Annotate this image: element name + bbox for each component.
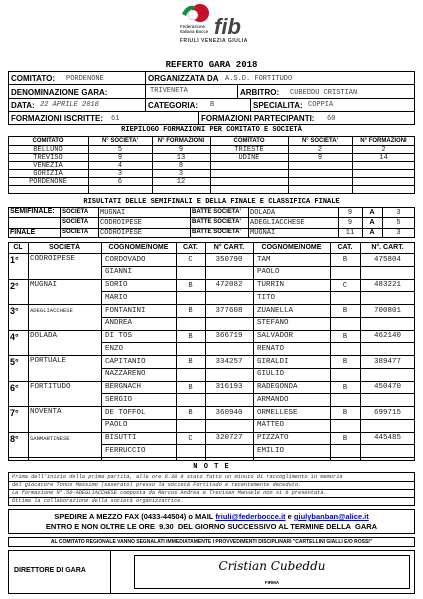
classifica-cartellino: 377608 [215,306,243,315]
risultati-avversario: DOLADA [250,208,276,217]
col-divider [248,207,249,238]
classifica-giocatore-nome: SERGIO [105,395,133,404]
classifica-posizione: 2° [10,280,19,291]
row-divider [8,330,415,331]
specialita-value: COPPIA [308,101,334,109]
riepilogo-formazioni: 14 [379,153,388,162]
classifica-societa: ADEGLIACCHESE [30,307,73,314]
classifica-giocatore-cognome: TURRIN [257,281,285,289]
classifica-societa: SANMARTINESE [30,434,70,442]
classifica-giocatore-nome: ENZO [105,344,124,353]
riepilogo-comitato: TRIESTE [234,145,264,154]
classifica-categoria: B [188,307,193,315]
col-divider [60,207,61,238]
comitato-label: COMITATO: [11,74,55,83]
riepilogo-comitato: PORDENONE [29,177,67,186]
risultati-punteggio-2: 3 [396,229,401,238]
classifica-header: COGNOME/NOME [108,244,169,251]
classifica-cartellino: 483221 [373,281,401,289]
riepilogo-comitato: GORIZIA [33,169,63,178]
row-divider [8,381,415,382]
classifica-posizione: 7° [10,408,19,418]
riepilogo-formazioni: 13 [176,153,186,162]
classifica-cartellino: 699715 [373,408,401,417]
note-line: La formazione N°.50-ADEGLIACCHESE composta da Marcos Andrea e Trevisan Manuele non si è presentata. [12,490,327,496]
row-divider [101,368,415,369]
classifica-cartellino: 389477 [373,357,401,366]
classifica-giocatore-cognome: DE TOFFOL [105,408,146,417]
riepilogo-header: N° FORMAZIONI [360,137,407,144]
risultati-avversario: MUGNAI [250,229,276,238]
classifica-categoria: B [342,434,348,443]
row-divider [8,355,415,356]
classifica-categoria: B [342,383,348,392]
classifica-societa: NOVENTA [30,408,62,416]
classifica-cartellino: 360940 [215,408,243,417]
classifica-header: COGNOME/NOME [261,244,322,251]
spedire-line2: ENTRO E NON OLTRE LE ORE 9.30 DEL GIORNO SUCCESSIVO AL TERMINE DELLA GARA [45,522,378,531]
comitato-note: AL COMITATO REGIONALE VANNO SEGNALATI IMMEDIATAMENTE I PROVVEDIMENTI DISCIPLINARI "CARTELLINI GIALLI E/O ROSSI" [50,539,373,545]
organizzata-label: ORGANIZZATA DA [148,74,219,83]
riepilogo-comitato: UDINE [238,153,260,162]
spedire-text-c: e [287,512,292,521]
classifica-giocatore-nome: MARIO [105,293,128,302]
classifica-giocatore-cognome: SALVADOR [257,332,294,340]
classifica-giocatore-nome: RENATO [257,344,285,353]
row-divider [8,457,415,458]
risultati-a: A [369,218,375,226]
col-divider [253,242,254,461]
classifica-cartellino: 472082 [215,281,243,289]
classifica-cartellino: 320727 [215,434,243,442]
riepilogo-header: N° SOCIETA' [101,137,139,144]
spedire-text-b: o MAIL [188,512,214,521]
note-line: Ottima la collaborazione della società organizzatrice. [12,498,184,504]
iscritte-label: FORMAZIONI ISCRITTE: [11,114,103,123]
riepilogo-header: COMITATO [32,137,64,144]
row-divider [101,393,415,394]
riepilogo-societa: 2 [317,145,323,154]
logo-org-line2: Italiana Bocce [180,29,209,34]
classifica-header: SOCIETÀ [48,244,81,251]
risultati-title: RISULTATI DELLE SEMIFINALI E DELLA FINALE E CLASSIFICA FINALE [83,198,340,206]
classifica-header: CAT. [182,244,199,251]
logo-region: FRIULI VENEZIA GIULIA [180,38,248,44]
classifica-giocatore-cognome: BERGNACH [105,383,142,391]
risultati-punteggio-1: 11 [345,229,355,238]
classifica-categoria: C [342,281,348,290]
classifica-giocatore-cognome: TAM [257,255,271,264]
classifica-giocatore-nome: ARMANDO [257,395,289,404]
risultati-societa: MUGNAI [100,208,126,217]
classifica-giocatore-nome: TITO [257,293,276,302]
classifica-giocatore-nome: MATTEO [257,421,285,430]
classifica-posizione: 3° [10,306,19,316]
fib-logo-mark [180,2,210,24]
classifica-categoria: B [188,358,193,366]
risultati-a: A [369,229,375,237]
classifica-societa: DOLADA [30,331,58,340]
classifica-cartellino: 462140 [373,332,401,340]
col-divider [190,207,191,238]
risultati-batte-label: BATTE SOCIETA' [192,218,241,225]
classifica-giocatore-cognome: ZUANELLA [257,306,294,315]
signature: Cristian Cubeddu [218,559,326,573]
firma-label: FIRMA [264,580,280,585]
riepilogo-comitato: VENEZIA [33,161,63,170]
riepilogo-societa: 9 [317,153,323,162]
risultati-punteggio-2: 3 [396,208,401,217]
classifica-giocatore-cognome: FONTANINI [105,306,146,315]
risultati-societa-label: SOCIETA [62,229,89,236]
row-divider [101,444,415,445]
classifica-header: CL [13,244,23,251]
classifica-giocatore-cognome: DI TOS [105,332,133,340]
riepilogo-formazioni: 3 [178,169,184,178]
classifica-categoria: B [188,332,193,341]
logo-abbr: fib [214,14,241,39]
classifica-categoria: B [342,409,348,417]
note-line: Prima dell'inizio della prima partita, alle ore 8.30 è stato fatto un minuto di raccoglimento in memoria [12,474,343,480]
classifica-societa: PORTUALE [30,357,67,365]
classifica-giocatore-nome: ANDREA [105,319,133,328]
classifica-posizione: 1° [10,255,19,265]
riepilogo-header: N° SOCIETA' [301,137,339,144]
data-value: 22 APRILE 2018 [40,101,99,109]
classifica-giocatore-nome: PAOLO [105,421,128,430]
classifica-giocatore-cognome: CORDOVADO [105,255,146,264]
classifica-header: N°. CART. [371,244,404,251]
risultati-avversario: ADEGLIACCHESE [250,218,305,227]
denominazione-label: DENOMINAZIONE GARA: [11,88,108,97]
row-divider [101,317,415,318]
classifica-giocatore-nome: GIULIO [257,370,285,379]
risultati-societa: CODROIPESE [100,229,143,238]
spedire-line1 [0,512,423,521]
specialita-label: SPECIALITA: [253,101,303,110]
note-line: del giocatore Tonus Massimo (saserato) presso la società Fortitudo e recentemente deceduto. [12,482,302,488]
classifica-giocatore-cognome: BISUTTI [105,434,137,442]
classifica-posizione: 4° [10,331,19,342]
fax-number: (0433-44504) [141,512,187,521]
classifica-giocatore-cognome: PIZZATO [257,434,289,442]
categoria-value: B [210,101,215,109]
classifica-header: N° CART. [213,244,245,251]
risultati-round-label: FINALE [10,228,36,236]
classifica-giocatore-nome: STEFANO [257,319,289,328]
classifica-cartellino: 316193 [215,383,243,391]
row-divider [101,291,415,292]
riepilogo-formazioni: 12 [176,177,186,186]
classifica-giocatore-cognome: SORIO [105,281,128,289]
riepilogo-formazioni: 9 [178,145,184,154]
classifica-posizione: 8° [10,433,19,444]
riepilogo-societa: 4 [117,161,123,170]
row-divider [8,406,415,407]
classifica-societa: MUGNAI [30,280,58,289]
fib-logo [178,2,252,48]
classifica-categoria: B [342,256,348,264]
row-divider [8,253,415,254]
arbitro-value: CUBEDDU CRISTIAN [290,89,358,97]
riepilogo-header: N° FORMAZIONI [157,137,205,144]
classifica-categoria: B [188,281,193,290]
classifica-cartellino: 366719 [215,332,243,340]
classifica-categoria: C [188,256,193,264]
spedire-text-a: SPEDIRE A MEZZO FAX [54,512,140,521]
categoria-label: CATEGORIA: [148,101,199,110]
mail-link-1[interactable]: friuli@federbocce.it [215,512,286,521]
logo-org-line1: Federazione [180,24,206,29]
classifica-societa: CODROIPESE [30,255,76,263]
classifica-giocatore-cognome: RADEGONDA [257,383,298,391]
col-divider [101,242,102,461]
col-divider [176,242,177,461]
page-title: REFERTO GARA 2018 [165,60,258,70]
classifica-cartellino: 445485 [373,434,401,442]
direttore-label: DIRETTORE DI GARA [14,567,86,574]
classifica-giocatore-cognome: ORMELLESE [257,408,298,417]
classifica-societa: FORTITUDO [30,382,71,391]
risultati-punteggio-1: 9 [347,208,353,217]
classifica-giocatore-cognome: CAPITANIO [105,357,146,366]
classifica-table [8,242,415,461]
classifica-categoria: B [188,383,193,392]
risultati-a: A [369,208,375,216]
riepilogo-societa: 6 [117,177,123,186]
riepilogo-title: RIEPILOGO FORMAZIONI PER COMITATO E SOCIETÀ [121,126,302,134]
classifica-categoria: B [342,332,348,341]
riepilogo-comitato: BELLUNO [33,145,63,154]
classifica-giocatore-nome: FERRUCCIO [105,446,146,455]
riepilogo-formazioni: 2 [381,145,386,154]
riepilogo-comitato: TREVISO [33,153,63,162]
risultati-societa-label: SOCIETA [62,218,89,225]
data-label: DATA: [11,101,35,110]
col-divider [330,242,331,461]
classifica-posizione: 5° [10,357,19,367]
arbitro-label: ARBITRO: [240,88,280,97]
mail-link-2[interactable]: giulybanban@alice.it [293,512,369,521]
classifica-cartellino: 334257 [215,357,243,366]
row-divider [8,279,415,280]
col-divider [205,242,206,461]
classifica-header: CAT. [337,244,353,251]
classifica-cartellino: 450470 [373,383,401,391]
classifica-cartellino: 700801 [373,306,401,315]
risultati-punteggio-1: 9 [347,218,353,227]
classifica-categoria: C [188,434,193,443]
riepilogo-societa: 5 [117,145,123,154]
classifica-posizione: 6° [10,382,19,393]
classifica-categoria: B [342,307,348,315]
classifica-giocatore-cognome: GIRALDI [257,357,289,366]
riepilogo-header: COMITATO [233,137,265,144]
row-divider [101,342,415,343]
classifica-giocatore-nome: GIANNI [105,268,133,277]
row-divider [8,432,415,433]
riepilogo-societa: 9 [117,153,123,162]
risultati-round-label: SEMIFINALE: [10,208,55,215]
partecipanti-value: 60 [327,115,336,123]
risultati-batte-label: BATTE SOCIETA' [192,229,241,236]
riepilogo-societa: 3 [117,169,123,178]
classifica-cartellino: 350790 [215,255,243,264]
classifica-categoria: B [188,409,193,417]
riepilogo-formazioni: 8 [178,161,184,170]
note-title: N O T E [193,463,230,471]
risultati-punteggio-2: 5 [396,218,401,227]
row-divider [8,304,415,305]
classifica-giocatore-nome: PAOLO [257,268,280,277]
risultati-batte-label: BATTE SOCIETA' [192,208,241,215]
risultati-societa-label: SOCIETA [62,208,89,215]
classifica-giocatore-nome: NAZZARENO [105,370,146,379]
col-divider [98,207,99,238]
row-divider [101,419,415,420]
classifica-cartellino: 475804 [373,255,401,264]
denominazione-value: TRIVENETA [150,87,188,95]
col-divider [360,242,361,461]
iscritte-value: 61 [111,115,120,123]
comitato-value: PORDENONE [66,75,104,83]
row-divider [101,266,415,267]
classifica-categoria: B [342,358,348,366]
col-divider [28,242,29,461]
classifica-giocatore-nome: EMILIO [257,446,285,455]
risultati-societa: CODROIPESE [100,218,143,227]
partecipanti-label: FORMAZIONI PARTECIPANTI: [201,114,315,123]
organizzata-value: A.S.D. FORTITUDO [225,75,293,83]
